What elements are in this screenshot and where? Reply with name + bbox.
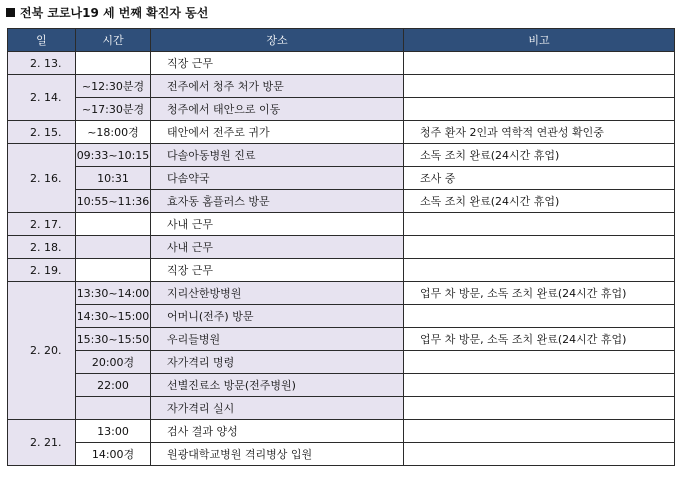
place-cell: 직장 근무 <box>151 52 404 75</box>
note-cell: 청주 환자 2인과 역학적 연관성 확인중 <box>404 121 675 144</box>
table-row <box>8 190 675 213</box>
date-cell: 2. 16. <box>8 144 76 213</box>
header-time: 시간 <box>76 29 151 52</box>
time-cell: 14:30~15:00 <box>76 305 151 328</box>
table-row <box>8 420 675 443</box>
place-cell: 전주에서 청주 처가 방문 <box>151 75 404 98</box>
route-table <box>7 28 675 466</box>
note-cell <box>404 98 675 121</box>
place-cell: 효자동 홈플러스 방문 <box>151 190 404 213</box>
table-row <box>8 75 675 98</box>
place-cell: 자가격리 실시 <box>151 397 404 420</box>
table-row <box>8 305 675 328</box>
table-row <box>8 443 675 466</box>
note-cell <box>404 75 675 98</box>
date-cell: 2. 20. <box>8 282 76 420</box>
time-cell: 10:31 <box>76 167 151 190</box>
time-cell <box>76 397 151 420</box>
place-cell: 태안에서 전주로 귀가 <box>151 121 404 144</box>
time-cell: ~12:30분경 <box>76 75 151 98</box>
table-row <box>8 144 675 167</box>
table-row <box>8 213 675 236</box>
table-row <box>8 351 675 374</box>
note-cell: 소독 조치 완료(24시간 휴업) <box>404 190 675 213</box>
place-cell: 어머니(전주) 방문 <box>151 305 404 328</box>
table-row <box>8 282 675 305</box>
date-cell: 2. 17. <box>8 213 76 236</box>
page-title <box>6 4 208 22</box>
time-cell <box>76 236 151 259</box>
time-cell: 20:00경 <box>76 351 151 374</box>
time-cell: 22:00 <box>76 374 151 397</box>
table-row <box>8 236 675 259</box>
table-row <box>8 167 675 190</box>
table-row <box>8 52 675 75</box>
time-cell <box>76 52 151 75</box>
place-cell: 우리들병원 <box>151 328 404 351</box>
date-cell: 2. 18. <box>8 236 76 259</box>
time-cell: ~18:00경 <box>76 121 151 144</box>
note-cell: 업무 차 방문, 소독 조치 완료(24시간 휴업) <box>404 328 675 351</box>
table-row <box>8 98 675 121</box>
note-cell <box>404 351 675 374</box>
place-cell: 선별진료소 방문(전주병원) <box>151 374 404 397</box>
note-cell <box>404 443 675 466</box>
place-cell: 사내 근무 <box>151 236 404 259</box>
header-date: 일 <box>8 29 76 52</box>
note-cell <box>404 213 675 236</box>
note-cell <box>404 397 675 420</box>
table-row <box>8 397 675 420</box>
note-cell <box>404 305 675 328</box>
time-cell: 10:55~11:36 <box>76 190 151 213</box>
time-cell <box>76 259 151 282</box>
table-row <box>8 374 675 397</box>
time-cell: 09:33~10:15 <box>76 144 151 167</box>
note-cell <box>404 374 675 397</box>
note-cell: 업무 차 방문, 소독 조치 완료(24시간 휴업) <box>404 282 675 305</box>
place-cell: 자가격리 명령 <box>151 351 404 374</box>
time-cell: ~17:30분경 <box>76 98 151 121</box>
time-cell: 14:00경 <box>76 443 151 466</box>
place-cell: 원광대학교병원 격리병상 입원 <box>151 443 404 466</box>
note-cell: 소독 조치 완료(24시간 휴업) <box>404 144 675 167</box>
table-row <box>8 121 675 144</box>
time-cell: 13:00 <box>76 420 151 443</box>
date-cell: 2. 13. <box>8 52 76 75</box>
time-cell <box>76 213 151 236</box>
date-cell: 2. 14. <box>8 75 76 121</box>
note-cell <box>404 236 675 259</box>
place-cell: 청주에서 태안으로 이동 <box>151 98 404 121</box>
time-cell: 15:30~15:50 <box>76 328 151 351</box>
page-title-text: 전북 코로나19 세 번째 확진자 동선 <box>20 6 209 20</box>
place-cell: 사내 근무 <box>151 213 404 236</box>
note-cell: 조사 중 <box>404 167 675 190</box>
table-row <box>8 259 675 282</box>
place-cell: 다솜약국 <box>151 167 404 190</box>
square-bullet-icon <box>6 8 15 17</box>
header-note: 비고 <box>404 29 675 52</box>
place-cell: 직장 근무 <box>151 259 404 282</box>
place-cell: 검사 결과 양성 <box>151 420 404 443</box>
table-header-row <box>8 29 675 52</box>
place-cell: 다솔아동병원 진료 <box>151 144 404 167</box>
time-cell: 13:30~14:00 <box>76 282 151 305</box>
date-cell: 2. 15. <box>8 121 76 144</box>
note-cell <box>404 52 675 75</box>
place-cell: 지리산한방병원 <box>151 282 404 305</box>
date-cell: 2. 19. <box>8 259 76 282</box>
table-row <box>8 328 675 351</box>
header-place: 장소 <box>151 29 404 52</box>
note-cell <box>404 420 675 443</box>
date-cell: 2. 21. <box>8 420 76 466</box>
note-cell <box>404 259 675 282</box>
